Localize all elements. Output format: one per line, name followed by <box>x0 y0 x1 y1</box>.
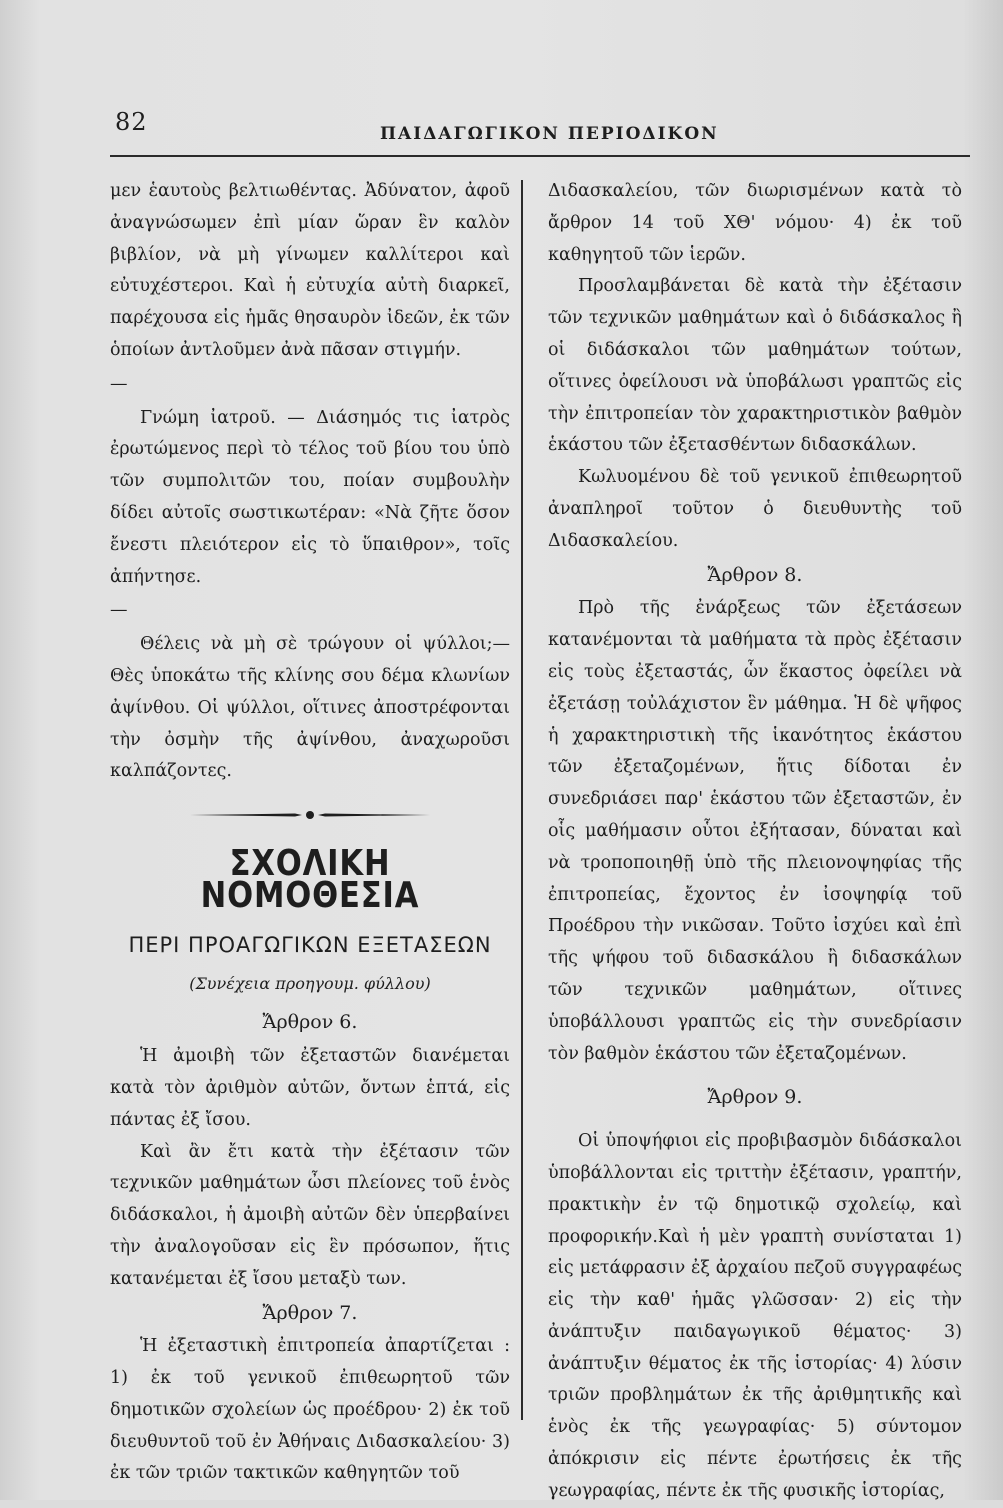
separator-dash: — <box>110 373 128 394</box>
paragraph: Οἱ ὑποψήφιοι εἰς προβιβασμὸν διδάσκαλοι ὑποβάλλονται εἰς τριττὴν ἐξέτασιν, γραπτήν, πρακτικὴν ἐν τῷ δημοτικῷ σχολείῳ, καὶ προφορικήν.Καὶ ἡ μὲν γραπτὴ συνίσταται 1) εἰς μετάφρασιν ἐξ ἀρχαίου πεζοῦ συγγραφέως εἰς τὴν καθ' ἡμᾶς γλῶσσαν· 2) εἰς τὴν ἀνάπτυξιν παιδαγωγικοῦ θέματος· 3) ἀνάπτυξιν θέματος ἐκ τῆς ἱστορίας· 4) λύσιν τριῶν προβλημάτων ἐκ τῆς ἀριθμητικῆς καὶ ἑνὸς ἐκ τῆς γεωγραφίας· 5) σύντομον ἀπόκρισιν εἰς πέντε ἐρωτήσεις ἐκ τῆς γεωγραφίας, πέντε ἐκ τῆς φυσικῆς ἱστορίας, <box>548 1131 962 1501</box>
spacer <box>548 1116 962 1126</box>
paragraph: Κωλυομένου δὲ τοῦ γενικοῦ ἐπιθεωρητοῦ ἀναπληροῖ τοῦτον ὁ διευθυντὴς τοῦ Διδασκαλείου. <box>548 467 962 551</box>
article-heading: Ἄρθρον 7. <box>262 1301 358 1324</box>
section-subtitle: ΠΕΡΙ ΠΡΟΑΓΩΓΙΚΩΝ ΕΞΕΤΑΣΕΩΝ <box>128 932 492 957</box>
paragraph: Ἡ ἐξεταστικὴ ἐπιτροπεία ἀπαρτίζεται : 1) ἐκ τοῦ γενικοῦ ἐπιθεωρητοῦ τῶν δημοτικῶν σχολείων ὡς προέδρου· 2) ἐκ τοῦ διευθυντοῦ τοῦ ἐν Ἀθήναις Διδασκαλείου· 3) ἐκ τῶν τριῶν τακτικῶν καθηγητῶν τοῦ <box>110 1336 510 1484</box>
column-divider <box>521 180 523 1420</box>
left-column <box>110 176 510 1490</box>
running-title: ΠΑΙΔΑΓΩΓΙΚΟΝ ΠΕΡΙΟΔΙΚΟΝ <box>380 124 719 144</box>
article-heading: Ἄρθρον 9. <box>707 1086 803 1109</box>
separator-dash: — <box>110 600 128 621</box>
paragraph: Ἡ ἀμοιβὴ τῶν ἐξεταστῶν διανέμεται κατὰ τὸν ἀριθμὸν αὐτῶν, ὄντων ἑπτά, εἰς πάντας ἐξ ἴσου. <box>110 1046 510 1130</box>
section-title: ΣΧΟΛΙΚΗ ΝΟΜΟΘΕΣΙΑ <box>200 843 420 916</box>
article-heading: Ἄρθρον 8. <box>707 563 803 586</box>
paragraph: Θέλεις νὰ μὴ σὲ τρώγουν οἱ ψύλλοι;— Θὲς ὑποκάτω τῆς κλίνης σου δέμα κλωνίων ἀψίνθου. Οἱ ψύλλοι, οἵτινες ἀποστρέφονται τὴν ὀσμὴν τῆς ἀψίνθου, ἀναχωροῦσι καλπάζοντες. <box>110 634 510 782</box>
continuation-note: (Συνέχεια προηγουμ. φύλλου) <box>189 973 431 993</box>
paragraph: Προσλαμβάνεται δὲ κατὰ τὴν ἐξέτασιν τῶν τεχνικῶν μαθημάτων καὶ ὁ διδάσκαλος ἢ οἱ διδάσκαλοι τῶν μαθημάτων τούτων, οἵτινες ὀφείλουσι νὰ ὑποβάλωσι γραπτῶς εἰς τὴν ἐπιτροπείαν τὸν χαρακτηριστικὸν βαθμὸν ἑκάστου τῶν ἐξετασθέντων διδασκάλων. <box>548 276 962 456</box>
paragraph: Διδασκαλείου, τῶν διωρισμένων κατὰ τὸ ἄρθρον 14 τοῦ ΧΘ' νόμου· 4) ἐκ τοῦ καθηγητοῦ τῶν ἱερῶν. <box>548 181 962 265</box>
ornamental-rule-icon <box>190 808 430 822</box>
right-column <box>548 176 962 1508</box>
paragraph: Καὶ ἂν ἔτι κατὰ τὴν ἐξέτασιν τῶν τεχνικῶν μαθημάτων ὦσι πλείονες τοῦ ἑνὸς διδάσκαλοι, ἡ ἀμοιβὴ αὐτῶν δὲν ὑπερβαίνει τὴν ἀναλογοῦσαν εἰς ἓν πρόσωπον, ἥτις κατανέμεται ἐξ ἴσου μεταξὺ των. <box>110 1141 510 1289</box>
header-rule <box>110 155 970 157</box>
spacer <box>548 1070 962 1080</box>
paragraph: μεν ἑαυτοὺς βελτιωθέντας. Ἀδύνατον, ἀφοῦ ἀναγνώσωμεν ἐπὶ μίαν ὥραν ἓν καλὸν βιβλίον, νὰ μὴ γίνωμεν καλλίτεροι καὶ εὐτυχέστεροι. Καὶ ἡ εὐτυχία αὐτὴ διαρκεῖ, παρέχουσα εἰς ἡμᾶς θησαυρὸν ἰδεῶν, ἐκ τῶν ὁποίων ἀντλοῦμεν ἀνὰ πᾶσαν στιγμήν. <box>110 181 510 360</box>
article-heading: Ἄρθρον 6. <box>262 1011 358 1034</box>
page-number: 82 <box>115 108 148 136</box>
paragraph: Γνώμη ἰατροῦ. — Διάσημός τις ἰατρὸς ἐρωτώμενος περὶ τὸ τέλος τοῦ βίου του ὑπὸ τῶν συμπολιτῶν του, ποίαν συμβουλὴν δίδει αὐτοῖς σωστικωτέραν: «Νὰ ζῆτε ὅσον ἔνεστι πλειότερον εἰς τὸ ὕπαιθρον», τοῖς ἀπήντησε. <box>110 407 510 587</box>
paragraph: Πρὸ τῆς ἐνάρξεως τῶν ἐξετάσεων κατανέμονται τὰ μαθήματα τὰ πρὸς ἐξέτασιν εἰς τοὺς ἐξεταστάς, ὧν ἕκαστος ὀφείλει νὰ ἐξετάσῃ τοὐλάχιστον ἓν μάθημα. Ἡ δὲ ψῆφος ἡ χαρακτηριστικὴ τῆς ἱκανότητος ἑκάστου τῶν ἐξεταζομένων, ἥτις δίδοται ἐν συνεδριάσει παρ' ἑκάστου τῶν ἐξεταστῶν, ἐν οἷς μαθήμασιν οὗτοι ἐξήτασαν, δύναται καὶ νὰ τροποποιηθῇ ὑπὸ τῆς πλειονοψηφίας τῆς ἐπιτροπείας, ἔχοντος ἐν ἰσοψηφίᾳ τοῦ Προέδρου τὴν νικῶσαν. Τοῦτο ἰσχύει καὶ ἐπὶ τῆς ψήφου τοῦ διδασκάλου ἢ διδασκάλων τῶν τεχνικῶν μαθημάτων, οἵτινες ὑποβάλλουσι γραπτῶς εἰς τὴν συνεδρίασιν τὸν βαθμὸν ἑκάστου τῶν ἐξεταζομένων. <box>548 598 962 1064</box>
